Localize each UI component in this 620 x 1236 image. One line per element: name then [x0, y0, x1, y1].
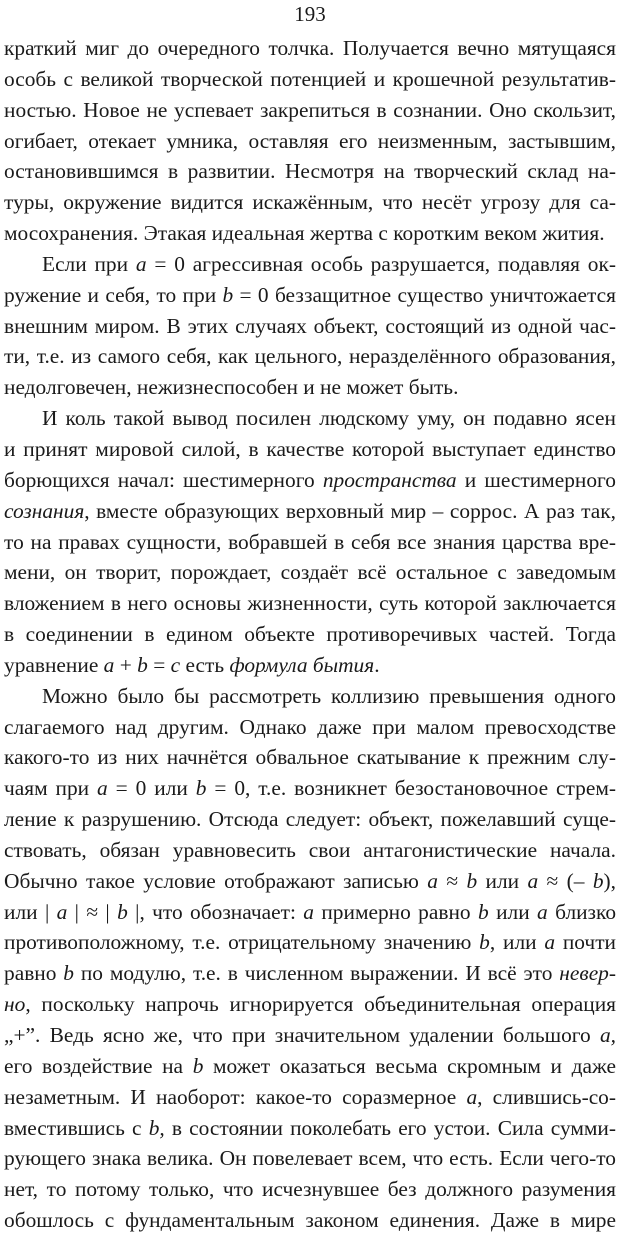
text-segment: обошлось с фундаментальным законом единения. Даже в мире: [4, 1208, 616, 1233]
italic-text: a: [527, 868, 539, 893]
text-line: [4, 187, 616, 218]
text-segment: его воздействие на: [4, 1053, 193, 1078]
text-segment: может оказаться весьма скромным и даже: [203, 1053, 616, 1078]
italic-text: a: [97, 776, 108, 801]
text-segment: и шестимерного: [456, 467, 616, 492]
text-line: [4, 866, 616, 897]
text-segment: = 0 беззащитное существо уничтожается: [233, 282, 616, 307]
text-segment: .: [374, 652, 380, 677]
text-segment: незаметным. И наоборот: какое-то соразмерное: [4, 1084, 467, 1109]
text-segment: туры, окружение видится искажённым, что несёт угрозу для са-: [4, 190, 616, 215]
text-line: [4, 1051, 616, 1082]
text-segment: мосохранения. Этакая идеальная жертва с коротким веком жития.: [4, 221, 605, 246]
text-segment: мени, он творит, порождает, создаёт всё остальное с заведомым: [4, 560, 616, 585]
text-segment: в соединении в едином объекте противоречивых частей. Тогда: [4, 622, 616, 647]
text-segment: |, что обозначает:: [127, 899, 304, 924]
text-segment: чаям при: [4, 776, 98, 801]
text-line: [4, 989, 616, 1020]
italic-text: невер-: [559, 961, 617, 986]
italic-text: a: [103, 652, 115, 677]
italic-text: a: [303, 899, 314, 924]
italic-text: b: [195, 776, 207, 801]
italic-text: b: [478, 899, 489, 924]
text-line: [4, 1205, 616, 1236]
italic-text: b: [466, 868, 478, 893]
text-segment: И коль такой вывод посилен людскому уму, он подавно ясен: [42, 406, 616, 431]
text-segment: , вместе образующих верховный мир – соррос. А раз так,: [84, 498, 616, 523]
text-line: [4, 1020, 616, 1051]
text-line: [4, 311, 616, 342]
text-segment: , слившись-со-: [477, 1084, 617, 1109]
italic-text: a: [135, 251, 147, 276]
text-line: [4, 835, 616, 866]
italic-text: a,: [599, 1023, 616, 1047]
italic-text: b: [479, 930, 490, 955]
text-segment: Можно было бы рассмотреть коллизию превышения одного: [42, 683, 616, 708]
text-line: [4, 95, 616, 126]
text-line: [4, 218, 616, 249]
text-segment: по модулю, т.е. в численном выражении. И всё это: [74, 961, 560, 986]
text-segment: ностью. Новое не успевает закрепиться в сознании. Оно скользит,: [4, 97, 616, 122]
text-line: [4, 958, 616, 989]
text-line: [4, 403, 616, 434]
text-segment: примерно равно: [313, 899, 478, 924]
text-line: [4, 742, 616, 773]
text-segment: огибает, отекает умника, оставляя его неизменным, застывшим,: [4, 128, 616, 153]
text-segment: равно: [4, 961, 64, 986]
italic-text: a: [466, 1084, 478, 1109]
text-segment: ≈ (–: [538, 868, 593, 893]
italic-text: b: [222, 282, 234, 307]
text-line: [4, 1113, 616, 1144]
text-segment: то на правах сущности, вобравшей в себя все знания царства вре-: [4, 529, 616, 554]
italic-text: a: [56, 899, 68, 924]
text-segment: „+”. Ведь ясно же, что при значительном удалении большого: [4, 1023, 600, 1047]
text-line: [4, 1174, 616, 1205]
text-line: [4, 341, 616, 372]
text-segment: +: [114, 652, 138, 677]
italic-text: сознания: [4, 498, 85, 523]
text-segment: уравнение: [4, 652, 104, 677]
body-text: [4, 33, 616, 1236]
text-segment: или |: [4, 899, 57, 924]
text-segment: , поскольку напрочь игнорируется объединительная операция: [25, 992, 616, 1017]
text-segment: нет, то потому только, что исчезнувшее без должного разумения: [4, 1177, 616, 1202]
text-segment: ),: [603, 868, 617, 893]
text-line: [4, 619, 616, 650]
text-segment: = 0, т.е. возникнет безостановочное стрем-: [206, 776, 616, 801]
text-segment: борющихся начал: шестимерного: [4, 467, 323, 492]
italic-text: пространства: [322, 467, 457, 492]
text-segment: вместившись с: [4, 1115, 149, 1140]
text-segment: ти, т.е. из самого себя, как цельного, неразделённого образования,: [4, 344, 616, 369]
italic-text: b: [117, 899, 128, 924]
page-number: 193: [294, 2, 326, 26]
text-segment: недолговечен, нежизнеспособен и не может быть.: [4, 375, 459, 400]
text-segment: Если при: [42, 251, 136, 276]
text-segment: | ≈ |: [67, 899, 118, 924]
text-line: [4, 64, 616, 95]
text-segment: ружение и себя, то при: [4, 282, 223, 307]
text-segment: краткий миг до очередного толчка. Получается вечно мятущаяся: [4, 36, 616, 60]
text-line: [4, 804, 616, 835]
italic-text: b: [63, 961, 74, 986]
text-segment: вложением в него основы жизненности, суть которой заключается: [4, 591, 616, 616]
text-line: [4, 588, 616, 619]
text-line: [4, 249, 616, 280]
italic-text: a: [427, 868, 438, 893]
text-line: [4, 156, 616, 187]
italic-text: b,: [148, 1115, 165, 1140]
text-line: [4, 681, 616, 712]
text-line: [4, 927, 616, 958]
italic-text: b: [137, 652, 148, 677]
text-segment: особь с великой творческой потенцией и крошечной результатив-: [4, 66, 616, 91]
text-line: [4, 465, 616, 496]
text-line: [4, 126, 616, 157]
text-segment: и принят мировой силой, в качестве которой выступает единство: [4, 436, 616, 461]
text-segment: , или: [489, 930, 545, 955]
italic-text: формула бытия: [229, 652, 375, 677]
text-segment: = 0 или: [107, 776, 196, 801]
italic-text: b: [192, 1053, 204, 1078]
text-segment: ление к разрушению. Отсюда следует: объект, пожелавший суще-: [4, 807, 616, 832]
text-line: [4, 434, 616, 465]
text-segment: какого-то из них начнётся обвальное скатывание к прежним слу-: [4, 745, 616, 770]
text-line: [4, 496, 616, 527]
text-segment: слагаемого над другим. Однако даже при малом превосходстве: [4, 714, 616, 739]
text-line: [4, 557, 616, 588]
italic-text: но: [4, 992, 26, 1017]
text-segment: или: [488, 899, 538, 924]
text-segment: внешним миром. В этих случаях объект, состоящий из одной час-: [4, 313, 616, 338]
text-line: [4, 280, 616, 311]
text-segment: остановившимся в развитии. Несмотря на творческий склад на-: [4, 159, 616, 184]
text-segment: рующего знака велика. Он повелевает всем, что есть. Если чего-то: [4, 1146, 616, 1171]
text-segment: есть: [180, 652, 230, 677]
text-segment: или: [477, 868, 528, 893]
italic-text: a: [544, 930, 556, 955]
text-line: [4, 1082, 616, 1113]
text-line: [4, 527, 616, 558]
text-segment: ≈: [437, 868, 467, 893]
text-segment: Обычно такое условие отображают записью: [4, 868, 428, 893]
text-line: [4, 372, 616, 403]
text-segment: близко: [547, 899, 617, 924]
italic-text: a: [537, 899, 548, 924]
italic-text: b: [592, 868, 604, 893]
text-line: [4, 650, 616, 681]
text-segment: =: [147, 652, 171, 677]
text-line: [4, 712, 616, 743]
italic-text: c: [170, 652, 181, 677]
text-segment: ствовать, обязан уравновесить свои антагонистические начала.: [4, 837, 616, 862]
text-segment: в состоянии поколебать его устои. Сила сумми-: [164, 1115, 617, 1140]
text-line: [4, 897, 616, 928]
text-line: [4, 773, 616, 804]
text-segment: = 0 агрессивная особь разрушается, подавляя ок-: [146, 251, 616, 276]
text-segment: противоположному, т.е. отрицательному значению: [4, 930, 480, 955]
text-line: [4, 33, 616, 64]
text-line: [4, 1143, 616, 1174]
text-segment: почти: [555, 930, 616, 955]
